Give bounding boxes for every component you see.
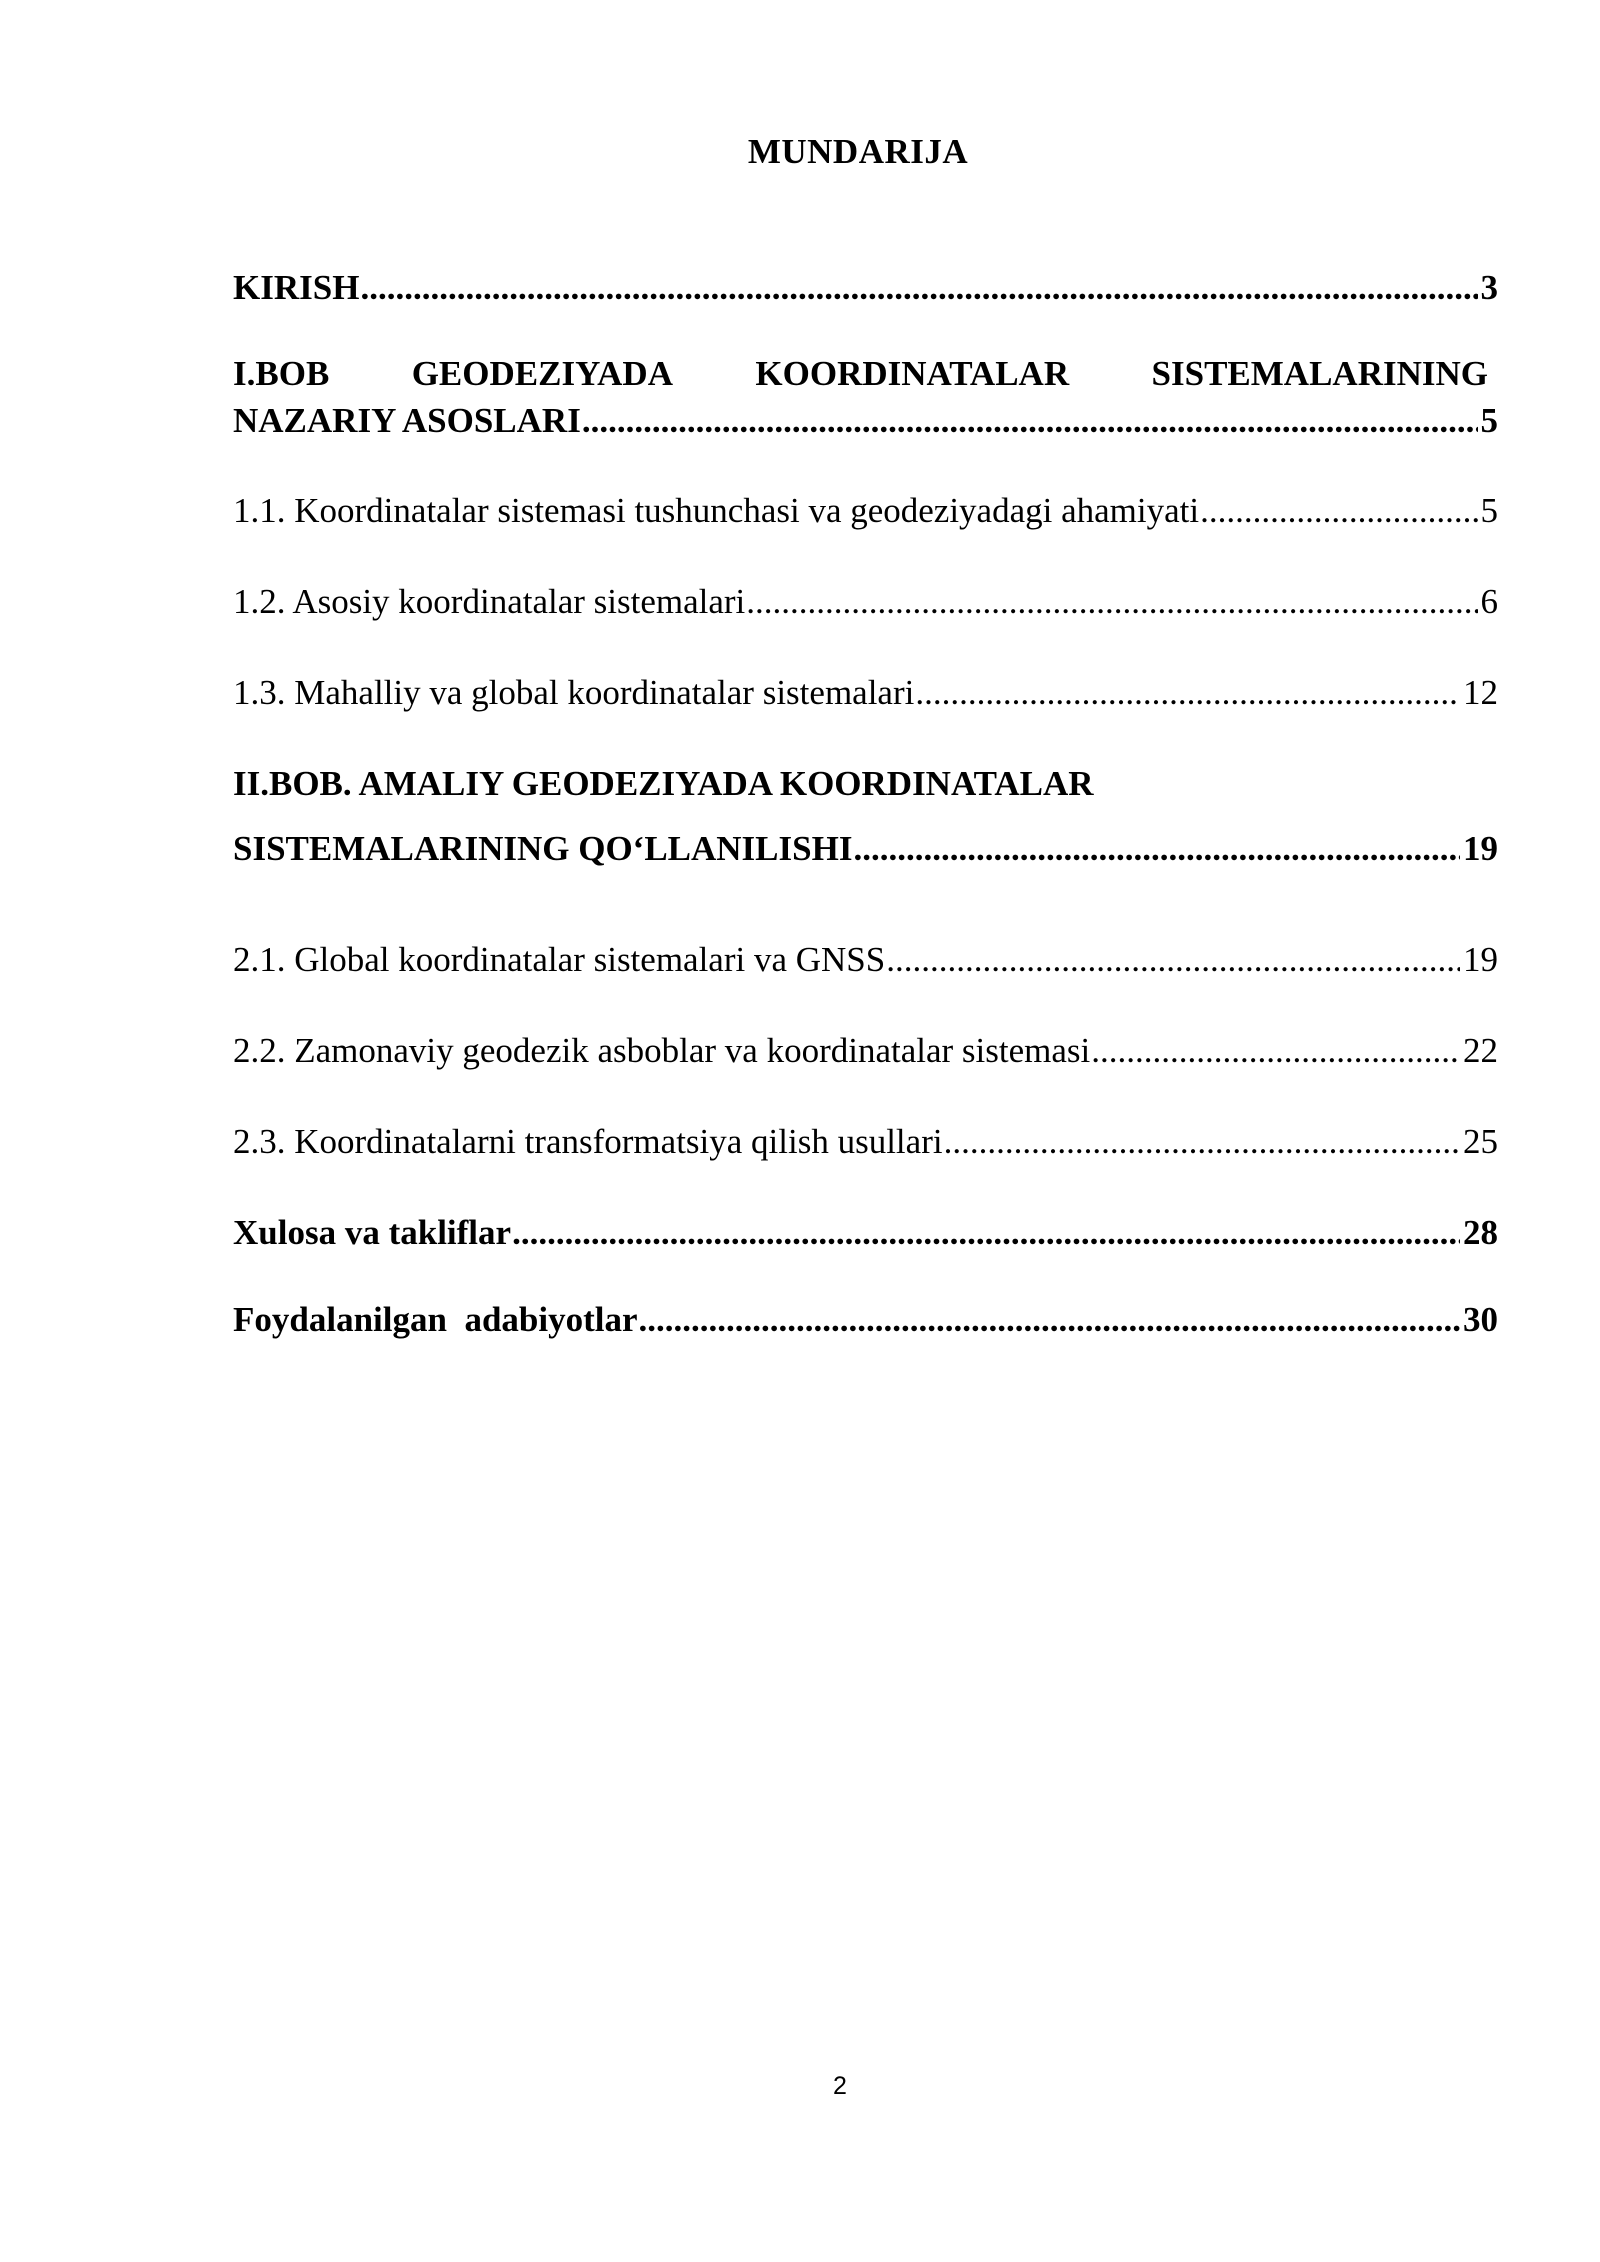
toc-entry-kirish	[233, 268, 1498, 308]
page-title: MUNDARIJA	[747, 132, 969, 171]
dot-leader	[944, 1122, 1460, 1162]
toc-entry-page: 3	[1480, 268, 1498, 307]
dot-leader	[582, 401, 1478, 441]
toc-entry-bob2-line1: II.BOB. AMALIY GEODEZIYADA KOORDINATALAR	[233, 764, 1094, 803]
toc-entry-label: 1.2. Asosiy koordinatalar sistemalari	[233, 582, 746, 621]
dot-leader	[1091, 1031, 1460, 1071]
toc-entry-page: 5	[1480, 491, 1498, 530]
dot-leader	[886, 940, 1460, 980]
toc-entry-1-1	[233, 491, 1498, 531]
toc-entry-xulosa	[233, 1213, 1498, 1253]
toc-entry-label: Xulosa va takliflar	[233, 1213, 512, 1252]
toc-entry-bob1-line2	[233, 401, 1498, 441]
toc-entry-adabiyotlar	[233, 1300, 1498, 1340]
toc-entry-page: 12	[1463, 673, 1498, 712]
dot-leader	[360, 268, 1477, 308]
toc-entry-2-3	[233, 1122, 1498, 1162]
toc-word: GEODEZIYADA	[411, 354, 673, 393]
dot-leader	[746, 582, 1477, 622]
toc-entry-label: KIRISH	[233, 268, 360, 307]
toc-entry-1-2	[233, 582, 1498, 622]
toc-entry-page: 28	[1463, 1213, 1498, 1252]
toc-entry-label: 2.1. Global koordinatalar sistemalari va GNSS	[233, 940, 886, 979]
dot-leader	[915, 673, 1460, 713]
toc-entry-2-2	[233, 1031, 1498, 1071]
toc-entry-label: 2.3. Koordinatalarni transformatsiya qilish usullari	[233, 1122, 943, 1161]
toc-entry-page: 25	[1463, 1122, 1498, 1161]
toc-word: I.BOB	[233, 354, 330, 393]
toc-entry-bob2-line2	[233, 829, 1498, 869]
dot-leader	[639, 1300, 1460, 1340]
dot-leader	[853, 829, 1460, 869]
toc-entry-label: 1.3. Mahalliy va global koordinatalar sistemalari	[233, 673, 915, 712]
toc-entry-bob1-line1	[233, 354, 1488, 394]
toc-word: KOORDINATALAR	[755, 354, 1070, 393]
toc-entry-1-3	[233, 673, 1498, 713]
toc-entry-label: SISTEMALARINING QO‘LLANILISHI	[233, 829, 853, 868]
toc-entry-page: 19	[1463, 829, 1498, 868]
toc-entry-2-1	[233, 940, 1498, 980]
toc-entry-label: NAZARIY ASOSLARI	[233, 401, 581, 440]
dot-leader	[512, 1213, 1460, 1253]
toc-entry-page: 22	[1463, 1031, 1498, 1070]
toc-entry-label: 1.1. Koordinatalar sistemasi tushunchasi va geodeziyadagi ahamiyati	[233, 491, 1200, 530]
toc-entry-page: 5	[1480, 401, 1498, 440]
toc-entry-label: Foydalanilgan adabiyotlar	[233, 1300, 638, 1339]
toc-entry-label: 2.2. Zamonaviy geodezik asboblar va koordinatalar sistemasi	[233, 1031, 1091, 1070]
toc-entry-page: 6	[1480, 582, 1498, 621]
toc-entry-page: 19	[1463, 940, 1498, 979]
toc-word: SISTEMALARINING	[1151, 354, 1488, 393]
toc-entry-page: 30	[1463, 1300, 1498, 1339]
dot-leader	[1200, 491, 1477, 531]
page-number: 2	[833, 2072, 847, 2100]
